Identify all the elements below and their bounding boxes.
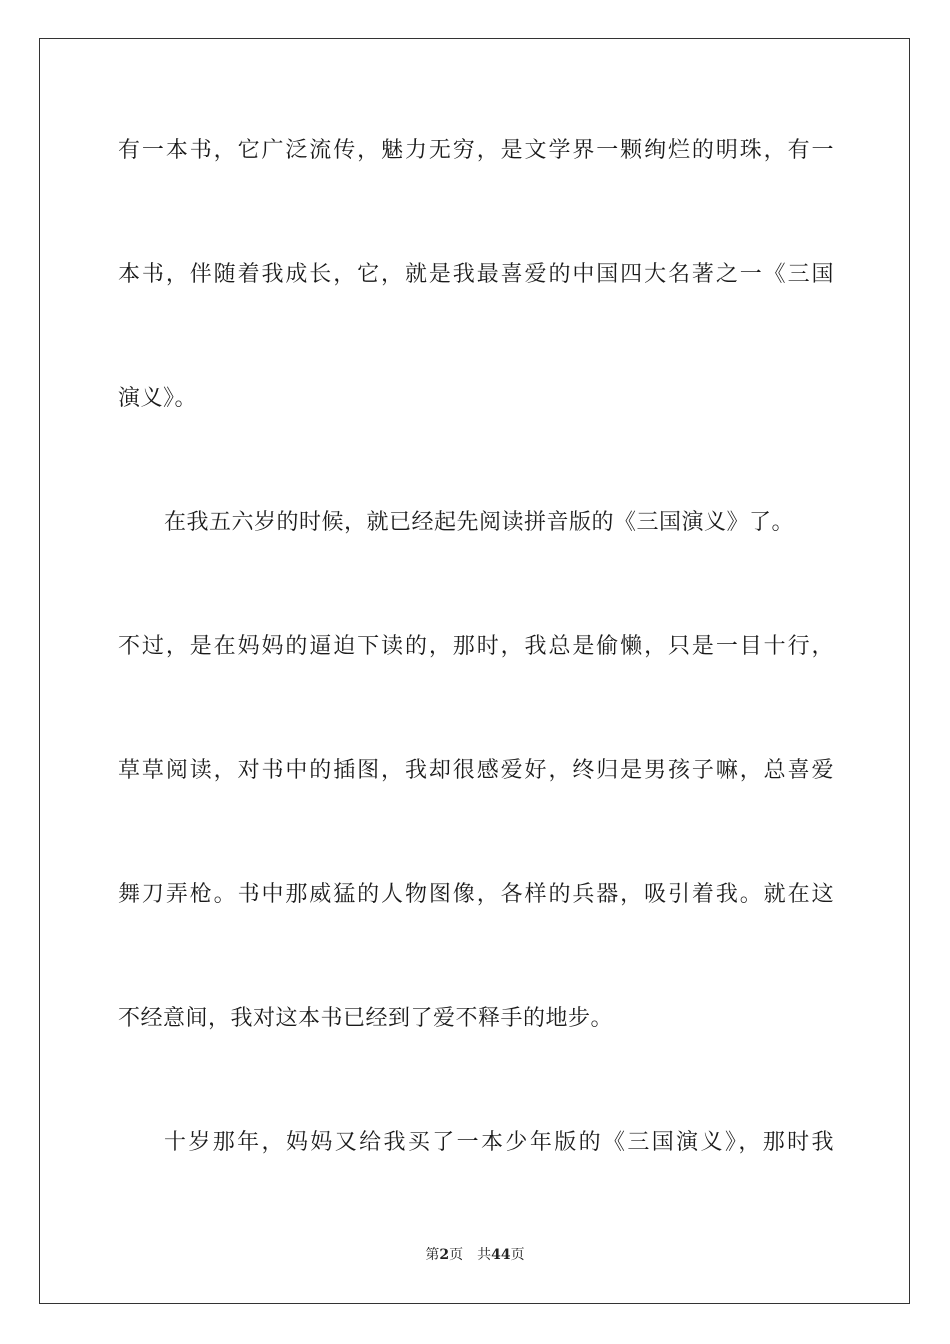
page-number: 2 bbox=[439, 1247, 450, 1263]
text-line: 不经意间，我对这本书已经到了爱不释手的地步。 bbox=[118, 1006, 614, 1031]
text-line: 有一本书，它广泛流传，魅力无穷，是文学界一颗绚烂的明珠，有一 bbox=[118, 138, 834, 163]
total-suffix: 页 bbox=[510, 1247, 525, 1263]
page-prefix: 第 bbox=[425, 1247, 440, 1263]
page-border bbox=[39, 38, 910, 1304]
paragraph-first-line: 十岁那年，妈妈又给我买了一本少年版的《三国演义》，那时我 bbox=[164, 1130, 834, 1155]
total-prefix: 共 bbox=[477, 1247, 492, 1263]
text-line: 舞刀弄枪。书中那威猛的人物图像，各样的兵器，吸引着我。就在这 bbox=[118, 882, 834, 907]
total-pages: 44 bbox=[491, 1247, 511, 1263]
text-line: 本书，伴随着我成长，它，就是我最喜爱的中国四大名著之一《三国 bbox=[118, 262, 834, 287]
page-footer bbox=[0, 1245, 950, 1265]
text-line: 演义》。 bbox=[118, 386, 198, 411]
page-suffix: 页 bbox=[449, 1247, 464, 1263]
text-line: 草草阅读，对书中的插图，我却很感爱好，终归是男孩子嘛，总喜爱 bbox=[118, 758, 834, 783]
paragraph-first-line: 在我五六岁的时候，就已经起先阅读拼音版的《三国演义》了。 bbox=[164, 510, 795, 535]
text-line: 不过，是在妈妈的逼迫下读的，那时，我总是偷懒，只是一目十行， bbox=[118, 634, 834, 659]
